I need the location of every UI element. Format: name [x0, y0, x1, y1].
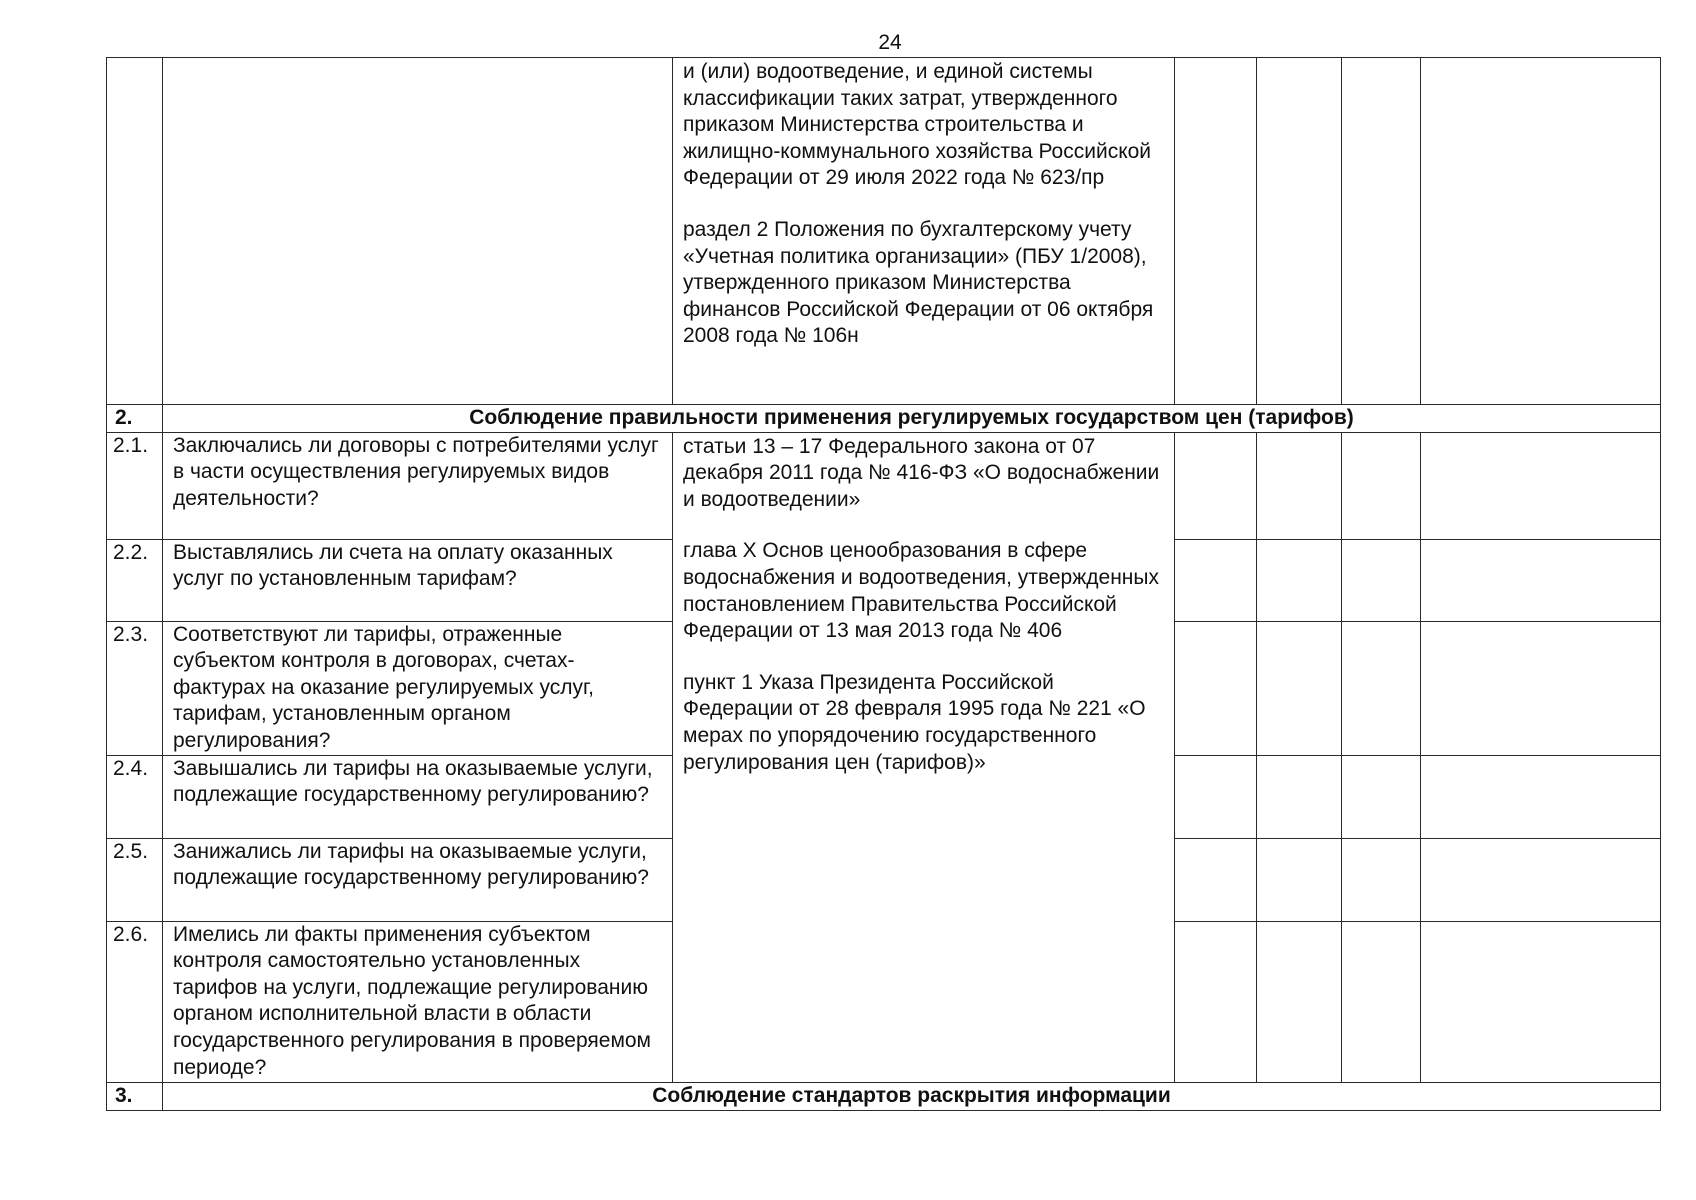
note-cell [1421, 838, 1661, 921]
answer-cell-no [1257, 621, 1342, 755]
continuation-row [107, 58, 1661, 405]
item-number: 2.2. [107, 539, 163, 621]
note-cell [1421, 58, 1661, 405]
answer-cell-no [1257, 432, 1342, 539]
legal-reference: статьи 13 – 17 Федерального закона от 07 декабря 2011 года № 416-ФЗ «О водоснабжении и водоотведении» [683, 434, 1160, 511]
answer-cell-na [1342, 755, 1421, 838]
answer-cell-yes [1175, 755, 1257, 838]
answer-cell-na [1342, 58, 1421, 405]
item-question: Заключались ли договоры с потребителями услуг в части осуществления регулируемых видов деятельности? [163, 432, 673, 539]
answer-cell-yes [1175, 539, 1257, 621]
item-number: 2.5. [107, 838, 163, 921]
item-number: 2.6. [107, 921, 163, 1082]
section-header-row [107, 405, 1661, 433]
note-cell [1421, 621, 1661, 755]
legal-basis-cell [673, 432, 1175, 1082]
answer-cell-yes [1175, 621, 1257, 755]
item-question: Соответствуют ли тарифы, отраженные субъектом контроля в договорах, счетах-фактурах на оказание регулируемых услуг, тарифам, установленным органом регулирования? [163, 621, 673, 755]
legal-basis-cell [673, 58, 1175, 405]
note-cell [1421, 921, 1661, 1082]
section-number: 2. [107, 405, 163, 433]
item-number: 2.3. [107, 621, 163, 755]
section-title: Соблюдение стандартов раскрытия информации [163, 1082, 1661, 1110]
answer-cell-no [1257, 755, 1342, 838]
item-question: Занижались ли тарифы на оказываемые услуги, подлежащие государственному регулированию? [163, 838, 673, 921]
number-cell [107, 58, 163, 405]
answer-cell-na [1342, 838, 1421, 921]
legal-reference: и (или) водоотведение, и единой системы классификации таких затрат, утвержденного приказом Министерства строительства и жилищно-коммунального хозяйства Российской Федерации от 29 июля 2022 года № 623/пр [683, 60, 1152, 190]
answer-cell-na [1342, 539, 1421, 621]
item-number: 2.1. [107, 432, 163, 539]
answer-cell-yes [1175, 58, 1257, 405]
section-title: Соблюдение правильности применения регулируемых государством цен (тарифов) [163, 405, 1661, 433]
answer-cell-yes [1175, 432, 1257, 539]
legal-reference: глава X Основ ценообразования в сфере водоснабжения и водоотведения, утвержденных постановлением Правительства Российской Федерации от 13 мая 2013 года № 406 [683, 539, 1159, 643]
answer-cell-no [1257, 921, 1342, 1082]
item-question: Завышались ли тарифы на оказываемые услуги, подлежащие государственному регулированию? [163, 755, 673, 838]
page-number: 24 [878, 31, 902, 54]
note-cell [1421, 539, 1661, 621]
answer-cell-yes [1175, 921, 1257, 1082]
note-cell [1421, 432, 1661, 539]
item-number: 2.4. [107, 755, 163, 838]
section-number: 3. [107, 1082, 163, 1110]
section-header-row [107, 1082, 1661, 1110]
answer-cell-na [1342, 921, 1421, 1082]
item-question: Имелись ли факты применения субъектом контроля самостоятельно установленных тарифов на услуги, подлежащие регулированию органом исполнительной власти в области государственного регулирования в проверяемом периоде? [163, 921, 673, 1082]
item-question: Выставлялись ли счета на оплату оказанных услуг по установленным тарифам? [163, 539, 673, 621]
legal-reference: пункт 1 Указа Президента Российской Федерации от 28 февраля 1995 года № 221 «О мерах по упорядочению государственного регулирования цен (тарифов)» [683, 670, 1146, 774]
answer-cell-na [1342, 621, 1421, 755]
checklist-table [106, 57, 1661, 1111]
answer-cell-na [1342, 432, 1421, 539]
legal-reference: раздел 2 Положения по бухгалтерскому учету «Учетная политика организации» (ПБУ 1/2008), утвержденного приказом Министерства финансов Российской Федерации от 06 октября 2008 года № 106н [683, 217, 1154, 348]
note-cell [1421, 755, 1661, 838]
table-row [107, 432, 1661, 539]
question-cell [163, 58, 673, 405]
answer-cell-no [1257, 539, 1342, 621]
answer-cell-yes [1175, 838, 1257, 921]
answer-cell-no [1257, 58, 1342, 405]
answer-cell-no [1257, 838, 1342, 921]
